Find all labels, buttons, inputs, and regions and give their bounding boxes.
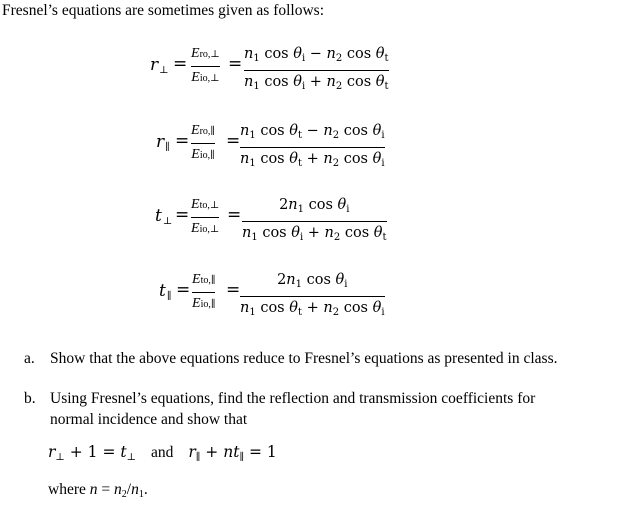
question-a-text: Show that the above equations reduce to Fresnel’s equations as presented in class. [50, 350, 558, 367]
lhs-r-perp: $r_\perp$ [150, 55, 169, 76]
equals-sign: = [173, 54, 188, 74]
equals-sign: = [176, 280, 191, 300]
equation-t-perp [0, 195, 622, 241]
intro-text: Fresnel’s equations are sometimes given as follows: [2, 2, 324, 19]
lhs-r-parallel: $r_\parallel$ [156, 132, 170, 153]
relations-equation: r⊥ + 1 = t⊥ and r∥ + nt∥ = 1 [48, 443, 277, 463]
field-ratio-r-perp: Ero,⊥ Eio,⊥ [191, 46, 220, 85]
where-definition: where n = n2/n1. [48, 481, 148, 500]
equals-sign: = [175, 205, 190, 225]
cosine-ratio-t-parallel: $2n_1$ $\cos \theta_i$ $n_1$ $\cos \theta_t + n_2$ $\cos \theta_i$ [240, 272, 385, 318]
question-a [24, 348, 558, 369]
field-ratio-t-parallel: Eto,∥ Eio,∥ [192, 272, 216, 311]
equals-sign: = [226, 131, 241, 151]
equals-sign: = [175, 131, 190, 151]
cosine-ratio-t-perp: $2n_1$ $\cos \theta_i$ $n_1$ $\cos \theta_i + n_2$ $\cos \theta_t$ [242, 197, 387, 243]
lhs-t-parallel: $t_\parallel$ [159, 281, 172, 302]
question-b-line2: normal incidence and show that [50, 411, 248, 428]
question-b-line1: Using Fresnel’s equations, find the reflection and transmission coefficients for [50, 390, 536, 407]
equals-sign: = [226, 280, 241, 300]
equation-r-parallel [0, 121, 622, 167]
cosine-ratio-r-parallel: $n_1$ $\cos \theta_t - n_2$ $\cos \theta_i$ $n_1$ $\cos \theta_t + n_2$ $\cos \theta_i$ [240, 123, 385, 169]
question-b [24, 388, 536, 430]
field-ratio-t-perp: Eto,⊥ Eio,⊥ [191, 197, 220, 236]
equation-t-parallel [0, 270, 622, 316]
field-ratio-r-parallel: Ero,∥ Eio,∥ [191, 123, 216, 162]
equals-sign: = [227, 205, 242, 225]
question-b-letter: b. [24, 390, 36, 407]
lhs-t-perp: $t_\perp$ [155, 206, 173, 227]
equation-r-perp [0, 44, 622, 90]
question-a-letter: a. [24, 350, 35, 367]
cosine-ratio-r-perp: $n_1$ $\cos \theta_i - n_2$ $\cos \theta_t$ $n_1$ $\cos \theta_i + n_2$ $\cos \theta_t$ [244, 46, 389, 92]
equals-sign: = [228, 54, 243, 74]
